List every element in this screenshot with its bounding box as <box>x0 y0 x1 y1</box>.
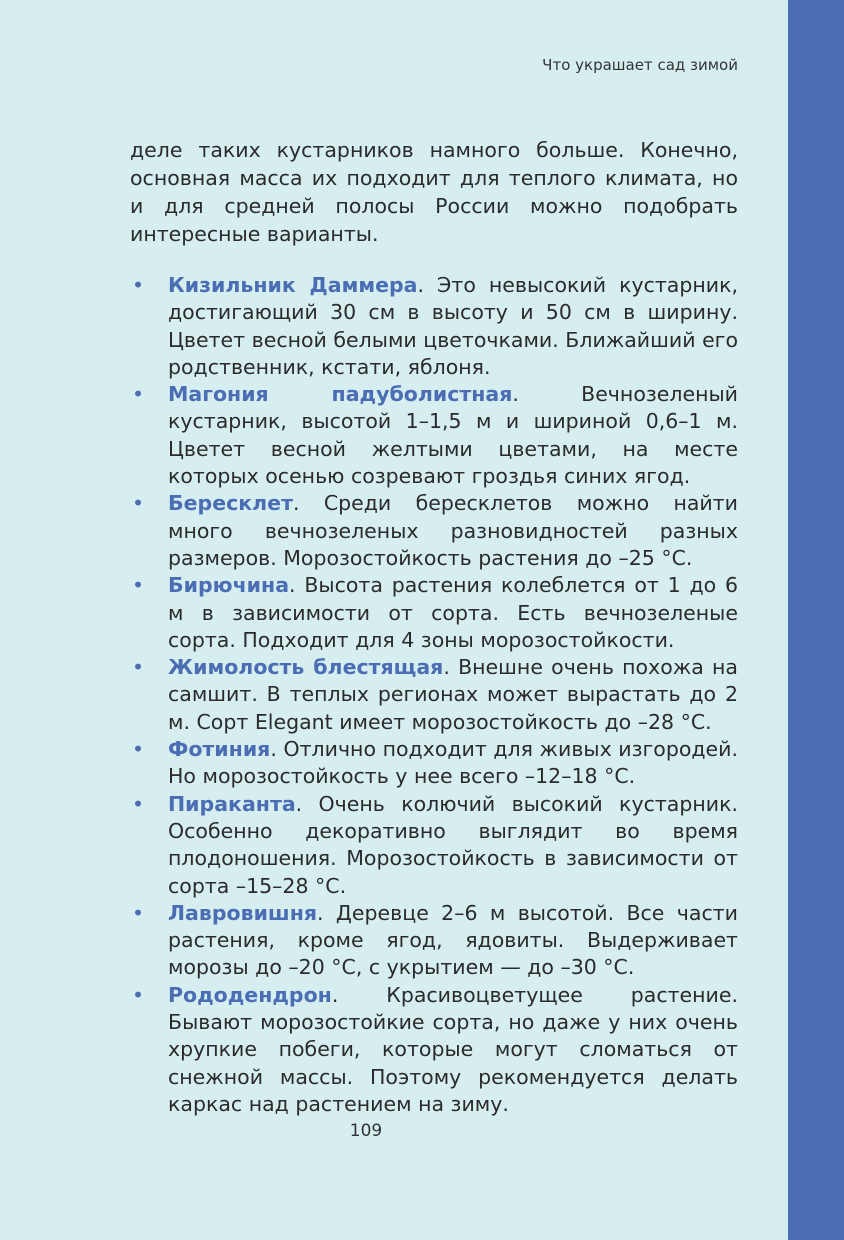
side-color-band <box>788 0 844 1240</box>
plant-name: Бересклет <box>168 491 293 516</box>
list-item <box>130 381 738 490</box>
plant-name: Лавровишня <box>168 900 318 925</box>
plant-description: . Деревце 2–6 м высотой. Все части растения, кроме ягод, ядовиты. Выдерживает морозы до –20 °С, с укрытием — до –30 °С. <box>168 900 738 980</box>
list-item <box>130 490 738 572</box>
plant-name: Рододендрон <box>168 982 332 1007</box>
bullet-icon: • <box>132 655 145 680</box>
list-item <box>130 654 738 736</box>
bullet-icon: • <box>132 382 145 407</box>
bullet-icon: • <box>132 491 145 516</box>
plant-description: . Красивоцветущее растение. Бывают морозостойкие сорта, но даже у них очень хрупкие побеги, которые могут сломаться от снежной массы. Поэтому рекомендуется делать каркас над растением на зиму. <box>168 982 738 1116</box>
plant-list <box>130 272 738 1118</box>
plant-name: Жимолость блестящая <box>168 655 444 680</box>
list-item <box>130 791 738 900</box>
bullet-icon: • <box>132 900 145 925</box>
running-header: Что украшает сад зимой <box>542 56 738 74</box>
plant-description: . Среди бересклетов можно найти много вечнозеленых разновидностей разных размеров. Морозостойкость растения до –25 °С. <box>168 491 738 570</box>
plant-description: . Вечнозеленый кустарник, высотой 1–1,5 м и шириной 0,6–1 м. Цветет весной желтыми цветами, на месте которых осенью созревают гроздья синих ягод. <box>168 382 738 489</box>
plant-description: . Внешне очень похожа на самшит. В теплых регионах может вырастать до 2 м. Сорт Elegant имеет морозостойкость до –28 °С. <box>168 655 738 734</box>
list-item <box>130 900 738 982</box>
plant-name: Фотиния <box>168 737 271 762</box>
plant-name: Бирючина <box>168 573 290 598</box>
bullet-icon: • <box>132 573 145 598</box>
plant-name: Кизильник Даммера <box>168 273 418 297</box>
bullet-icon: • <box>132 982 145 1007</box>
page-number: 109 <box>349 1121 383 1141</box>
bullet-icon: • <box>132 273 145 297</box>
intro-paragraph: деле таких кустарников намного больше. Конечно, основная масса их подходит для теплого климата, но и для средней полосы России можно подобрать интересные варианты. <box>130 138 738 246</box>
list-item <box>130 572 738 654</box>
list-item <box>130 982 738 1118</box>
bullet-icon: • <box>132 737 145 762</box>
list-item <box>130 736 738 791</box>
plant-name: Пираканта <box>168 791 296 816</box>
plant-name: Магония падуболистная <box>168 382 513 407</box>
list-item <box>130 272 738 381</box>
bullet-icon: • <box>132 791 145 816</box>
plant-description: . Очень колючий высокий кустарник. Особенно декоративно выглядит во время плодоношения. Морозостойкость в зависимости от сорта –15–28 °С. <box>168 791 738 898</box>
plant-description: . Это невысокий кустарник, достигающий 30 см в высоту и 50 см в ширину. Цветет весной белыми цветочками. Ближайший его родственник, кстати, яблоня. <box>168 273 738 379</box>
plant-description: . Высота растения колеблется от 1 до 6 м в зависимости от сорта. Есть вечнозеленые сорта. Подходит для 4 зоны морозостойкости. <box>168 573 738 652</box>
plant-description: . Отлично подходит для живых изгородей. Но морозостойкость у нее всего –12–18 °С. <box>168 737 738 789</box>
